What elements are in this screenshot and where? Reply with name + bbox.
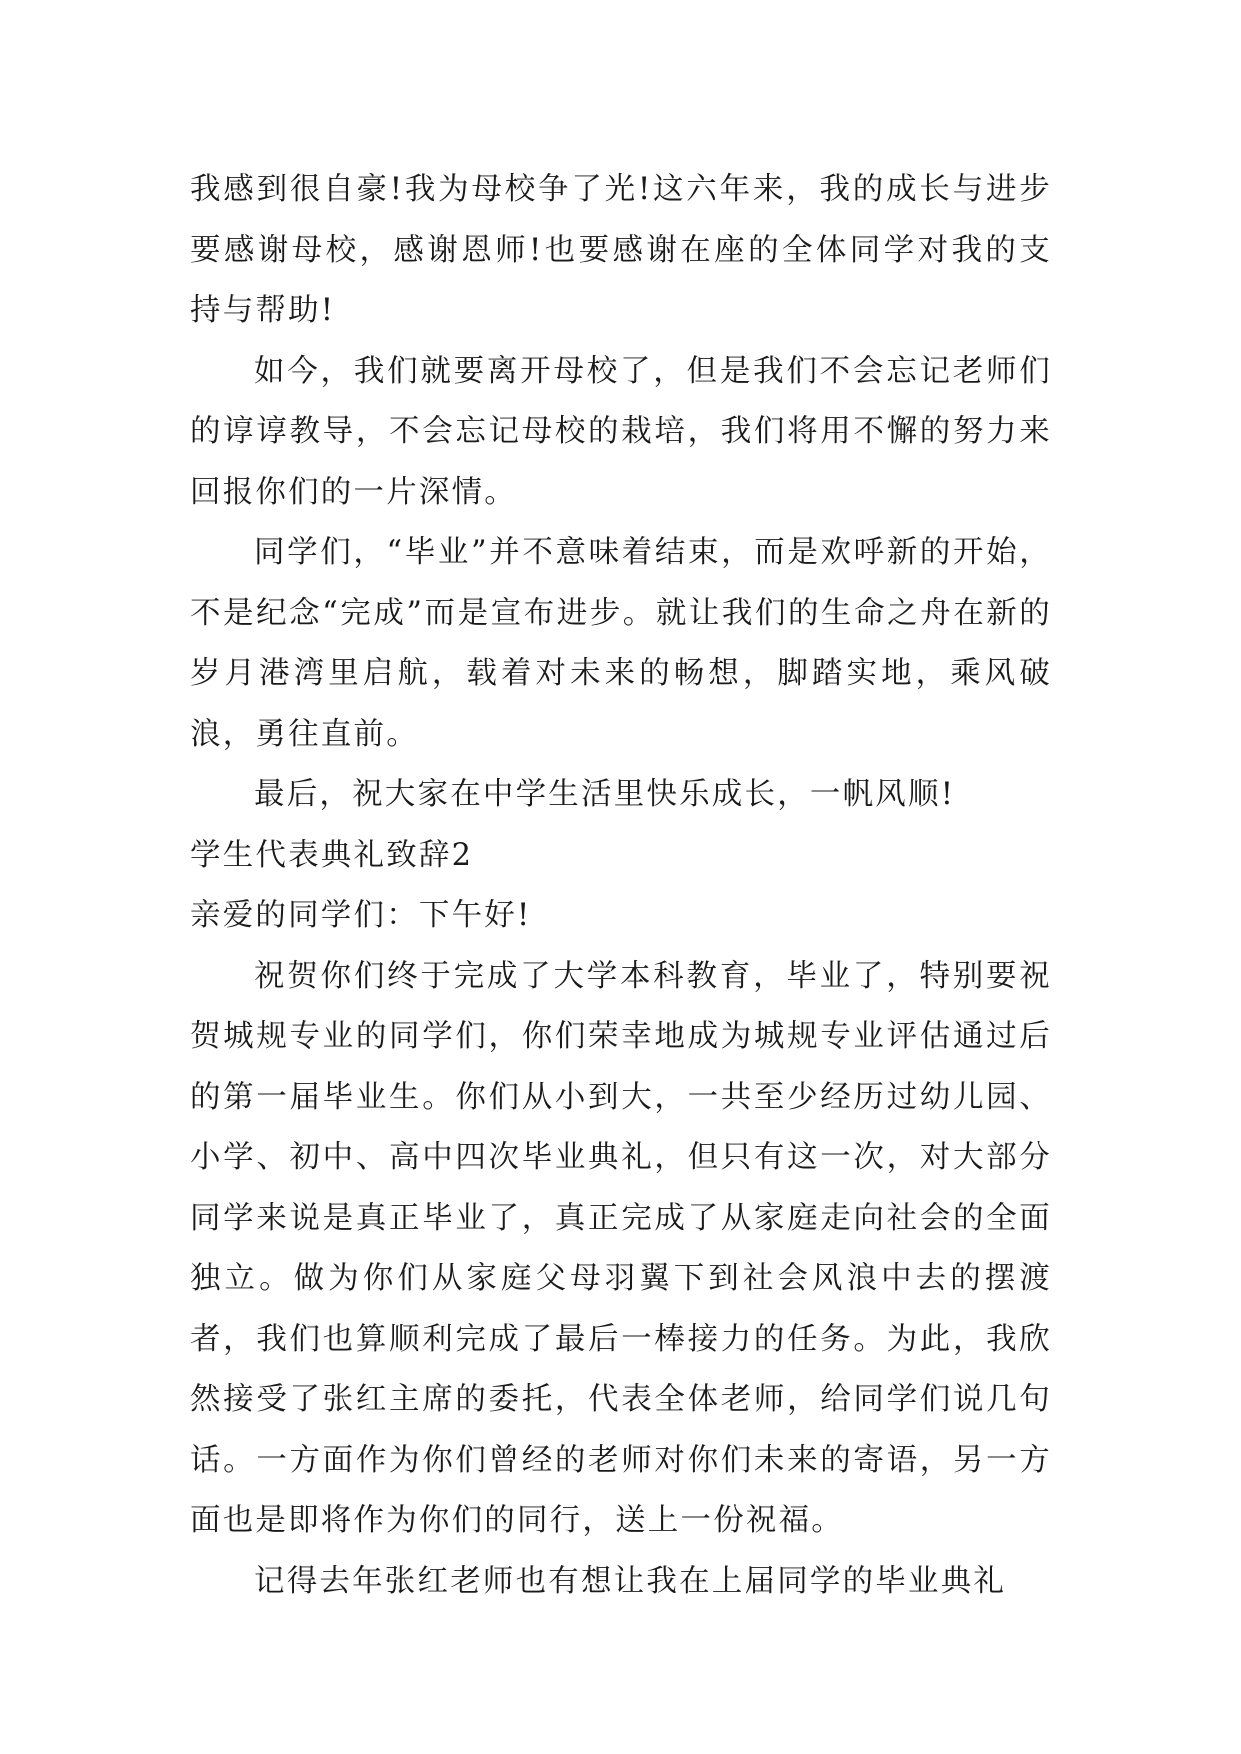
greeting-line: 亲爱的同学们：下午好! <box>190 898 532 933</box>
paragraph-leaving-school: 如今，我们就要离开母校了，但是我们不会忘记老师们的谆谆教导，不会忘记母校的栽培，我们将用不懈的努力来回报你们的一片深情。 <box>190 353 1052 510</box>
paragraph-congratulations: 祝贺你们终于完成了大学本科教育，毕业了，特别要祝贺城规专业的同学们，你们荣幸地成为城规专业评估通过后的第一届毕业生。你们从小到大，一共至少经历过幼儿园、小学、初中、高中四次毕业典礼，但只有这一次，对大部分同学来说是真正毕业了，真正完成了从家庭走向社会的全面独立。做为你们从家庭父母羽翼下到社会风浪中去的摆渡者，我们也算顺利完成了最后一棒接力的任务。为此，我欣然接受了张红主席的委托，代表全体老师，给同学们说几句话。一方面作为你们曾经的老师对你们未来的寄语，另一方面也是即将作为你们的同行，送上一份祝福。 <box>190 958 1052 1538</box>
document-body <box>190 160 1052 1612</box>
paragraph-closing-thanks: 我感到很自豪!我为母校争了光!这六年来，我的成长与进步要感谢母校，感谢恩师!也要感谢在座的全体同学对我的支持与帮助! <box>190 172 1052 328</box>
paragraph-last-year-memory: 记得去年张红老师也有想让我在上届同学的毕业典礼 <box>254 1563 1007 1599</box>
paragraph-graduation-meaning: 同学们，“毕业”并不意味着结束，而是欢呼新的开始，不是纪念“完成”而是宣布进步。就让我们的生命之舟在新的岁月港湾里启航，载着对未来的畅想，脚踏实地，乘风破浪，勇往直前。 <box>190 535 1052 752</box>
paragraph-final-wishes: 最后，祝大家在中学生活里快乐成长，一帆风顺! <box>254 777 956 812</box>
section-title: 学生代表典礼致辞2 <box>190 837 474 873</box>
